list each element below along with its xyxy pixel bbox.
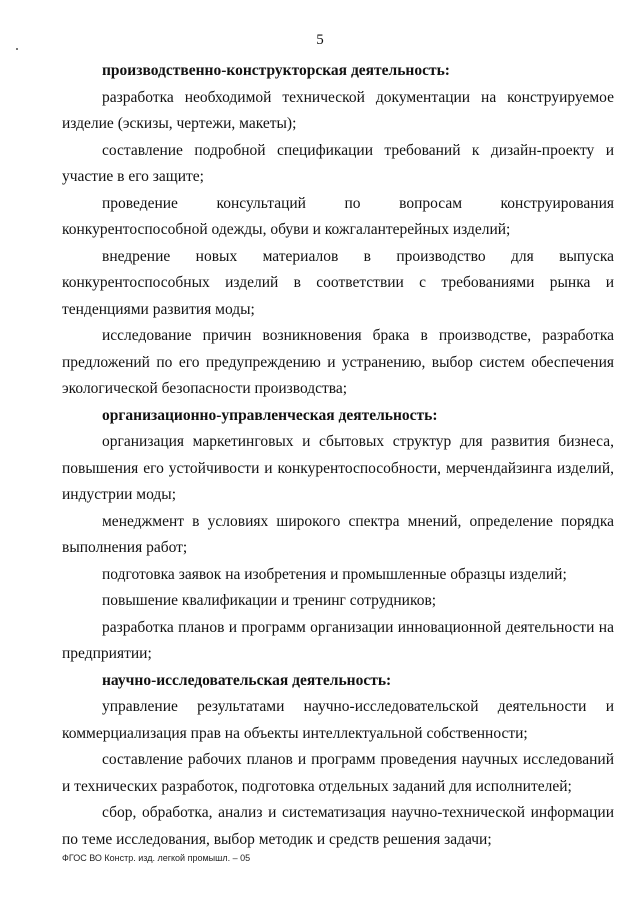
paragraph: менеджмент в условиях широкого спектра мнений, определение порядка выполнения работ; <box>62 512 614 556</box>
paragraph: исследование причин возникновения брака в производстве, разработка предложений по его предупреждению и устранению, выбор систем обеспечения экологической безопасности производства; <box>62 327 614 397</box>
paragraph: организация маркетинговых и сбытовых структур для развития бизнеса, повышения его устойчивости и конкурентоспособности, мерчендайзинга изделий, индустрии моды; <box>62 433 614 503</box>
paragraph: повышение квалификации и тренинг сотрудников; <box>102 592 437 609</box>
paragraph: проведение консультаций по вопросам конструирования конкурентоспособной одежды, обуви и кожгалантерейных изделий; <box>62 194 614 238</box>
page-number: 5 <box>316 32 324 48</box>
document-footer: ФГОС ВО Констр. изд. легкой промышл. – 05 <box>62 853 251 863</box>
paragraph: составление рабочих планов и программ проведения научных исследований и технических разработок, подготовка отдельных заданий для исполнителей; <box>62 751 614 795</box>
section-heading: научно-исследовательская деятельность: <box>102 671 392 689</box>
paragraph: составление подробной спецификации требований к дизайн-проекту и участие в его защите; <box>62 141 614 185</box>
paragraph: разработка планов и программ организации инновационной деятельности на предприятии; <box>62 618 614 662</box>
paragraph: внедрение новых материалов в производство для выпуска конкурентоспособных изделий в соответствии с требованиями рынка и тенденциями развития моды; <box>62 247 614 318</box>
section-heading: производственно-конструкторская деятельность: <box>102 62 450 79</box>
paragraph: управление результатами научно-исследовательской деятельности и коммерциализация прав на объекты интеллектуальной собственности; <box>62 698 614 742</box>
paragraph: разработка необходимой технической документации на конструируемое изделие (эскизы, чертежи, макеты); <box>62 88 614 132</box>
section-heading: организационно-управленческая деятельность: <box>102 406 438 424</box>
paragraph: сбор, обработка, анализ и систематизация научно-технической информации по теме исследования, выбор методик и средств решения задачи; <box>62 804 614 848</box>
paragraph: подготовка заявок на изобретения и промышленные образцы изделий; <box>102 565 567 583</box>
document-body <box>62 58 614 853</box>
